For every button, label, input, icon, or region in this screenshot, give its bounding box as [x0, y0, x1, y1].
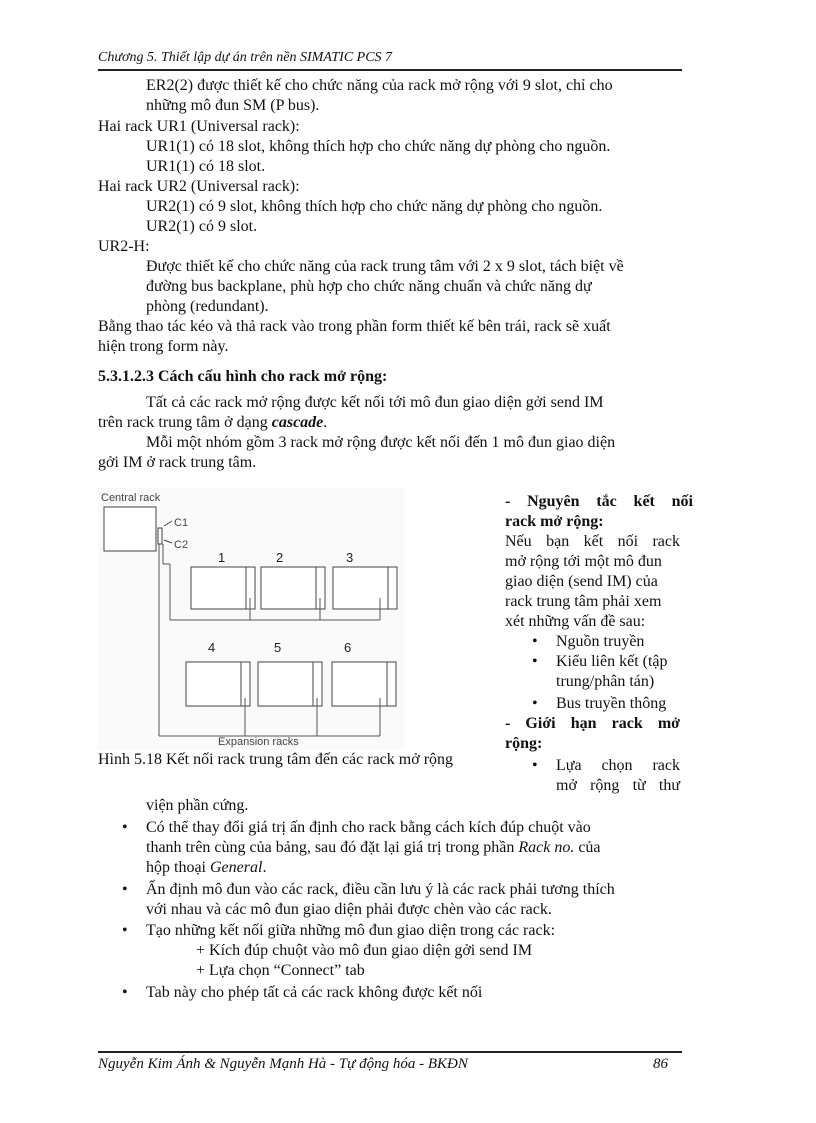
paragraph-line: Tất cả các rack mở rộng được kết nối tới mô đun giao diện gởi send IM	[146, 394, 604, 411]
section-heading: 5.3.1.2.3 Cách cấu hình cho rack mở rộng:	[98, 368, 388, 385]
rack-diagram	[98, 488, 404, 750]
paragraph-line: gởi IM ở rack trung tâm.	[98, 454, 257, 471]
paragraph-line	[146, 858, 266, 878]
expansion-rack-3	[333, 567, 397, 609]
paragraph-line: ER2(2) được thiết kế cho chức năng của rack mở rộng với 9 slot, chỉ cho	[146, 77, 613, 94]
page-header: Chương 5. Thiết lập dự án trên nền SIMATIC PCS 7	[98, 50, 393, 65]
expansion-rack-4	[186, 662, 250, 706]
page-footer	[98, 1056, 682, 1073]
ur2-title: Hai rack UR2 (Universal rack):	[98, 178, 300, 195]
paragraph-line: UR1(1) có 18 slot, không thích hợp cho chức năng dự phòng cho nguồn.	[146, 138, 611, 155]
side-line: Nếu bạn kết nối rack	[505, 533, 680, 550]
expansion-racks-label: Expansion racks	[218, 736, 299, 748]
sub-item: + Lựa chọn “Connect” tab	[196, 962, 365, 979]
bullet-item: • Có thể thay đổi giá trị ấn định cho rack bằng cách kích đúp chuột vào	[146, 818, 591, 838]
paragraph-line: viện phần cứng.	[146, 797, 249, 814]
emphasis-general: General	[210, 859, 263, 876]
side-line: trung/phân tán)	[556, 673, 655, 690]
paragraph-line: Bằng thao tác kéo và thả rack vào trong phần form thiết kế bên trái, rack sẽ xuất	[98, 318, 611, 335]
text-run: .	[262, 859, 267, 876]
side-line: xét những vấn đề sau:	[505, 613, 646, 630]
paragraph-line: UR1(1) có 18 slot.	[146, 158, 266, 175]
bullet-item: • Ấn định mô đun vào các rack, điều cần lưu ý là các rack phải tương thích	[146, 880, 615, 900]
side-line: mở rộng tới một mô đun	[505, 553, 662, 570]
rack-number: 4	[208, 640, 216, 655]
expansion-rack-1	[191, 567, 255, 609]
rule-title: rack mở rộng:	[505, 513, 604, 530]
rack-number: 6	[344, 640, 352, 655]
c1-label: C1	[174, 517, 189, 529]
paragraph-line: UR2(1) có 9 slot, không thích hợp cho chức năng dự phòng cho nguồn.	[146, 198, 603, 215]
footer-rule	[98, 1051, 682, 1053]
bullet-item: • Tạo những kết nối giữa những mô đun giao diện trong các rack:	[146, 921, 555, 941]
side-line: mở rộng từ thư	[556, 777, 680, 794]
text-run: hộp thoại	[146, 859, 210, 876]
limit-title: rộng:	[505, 735, 543, 752]
side-bullet: • Kiểu liên kết (tập	[556, 652, 668, 672]
emphasis-rack-no: Rack no.	[518, 839, 575, 856]
sub-item: + Kích đúp chuột vào mô đun giao diện gởi send IM	[196, 942, 533, 959]
emphasis-cascade: cascade	[271, 414, 324, 431]
text-run: trên rack trung tâm ở dạng	[98, 414, 272, 431]
side-line: giao diện (send IM) của	[505, 573, 658, 590]
figure-caption: Hình 5.18 Kết nối rack trung tâm đến các rack mở rộng	[98, 751, 454, 768]
side-bullet: • Lựa chọn rack	[556, 756, 680, 776]
side-bullet: • Nguồn truyền	[556, 632, 644, 652]
footer-authors: Nguyễn Kim Ánh & Nguyễn Mạnh Hà - Tự động hóa - BKĐN	[98, 1056, 468, 1072]
expansion-rack-5	[258, 662, 322, 706]
rack-number: 5	[274, 640, 282, 655]
paragraph-line	[146, 838, 601, 858]
paragraph-line: Được thiết kế cho chức năng của rack trung tâm với 2 x 9 slot, tách biệt về	[146, 258, 624, 275]
header-rule	[98, 69, 682, 71]
im-module	[158, 528, 162, 544]
side-line: rack trung tâm phải xem	[505, 593, 662, 610]
limit-title: - Giới hạn rack mở	[505, 715, 680, 732]
rack-diagram-svg	[98, 488, 404, 750]
central-rack	[104, 507, 156, 551]
text-run: .	[323, 414, 328, 431]
c2-label: C2	[174, 539, 189, 551]
paragraph-line: hiện trong form này.	[98, 338, 229, 355]
rule-title: - Nguyên tắc kết nối	[505, 493, 693, 510]
page-number: 86	[653, 1056, 668, 1072]
paragraph-line: phòng (redundant).	[146, 298, 269, 315]
side-bullet: • Bus truyền thông	[556, 694, 666, 714]
paragraph-line: UR2(1) có 9 slot.	[146, 218, 258, 235]
ur1-title: Hai rack UR1 (Universal rack):	[98, 118, 300, 135]
ur2h-title: UR2-H:	[98, 238, 150, 255]
expansion-rack-2	[261, 567, 325, 609]
text-run: thanh trên cùng của bảng, sau đó đặt lại giá trị trong phần	[146, 839, 519, 856]
expansion-rack-6	[332, 662, 396, 706]
paragraph-line: đường bus backplane, phù hợp cho chức năng chuẩn và chức năng dự	[146, 278, 592, 295]
text-run: của	[574, 839, 601, 856]
rack-number: 3	[346, 550, 354, 565]
paragraph-line: những mô đun SM (P bus).	[146, 97, 320, 114]
paragraph-line	[98, 413, 327, 433]
rack-number: 2	[276, 550, 284, 565]
central-rack-label: Central rack	[101, 492, 161, 504]
paragraph-line: Mỗi một nhóm gồm 3 rack mở rộng được kết nối đến 1 mô đun giao diện	[146, 434, 616, 451]
rack-number: 1	[218, 550, 226, 565]
bullet-item: • Tab này cho phép tất cả các rack không được kết nối	[146, 983, 482, 1003]
paragraph-line: với nhau và các mô đun giao diện phải được chèn vào các rack.	[146, 901, 552, 918]
